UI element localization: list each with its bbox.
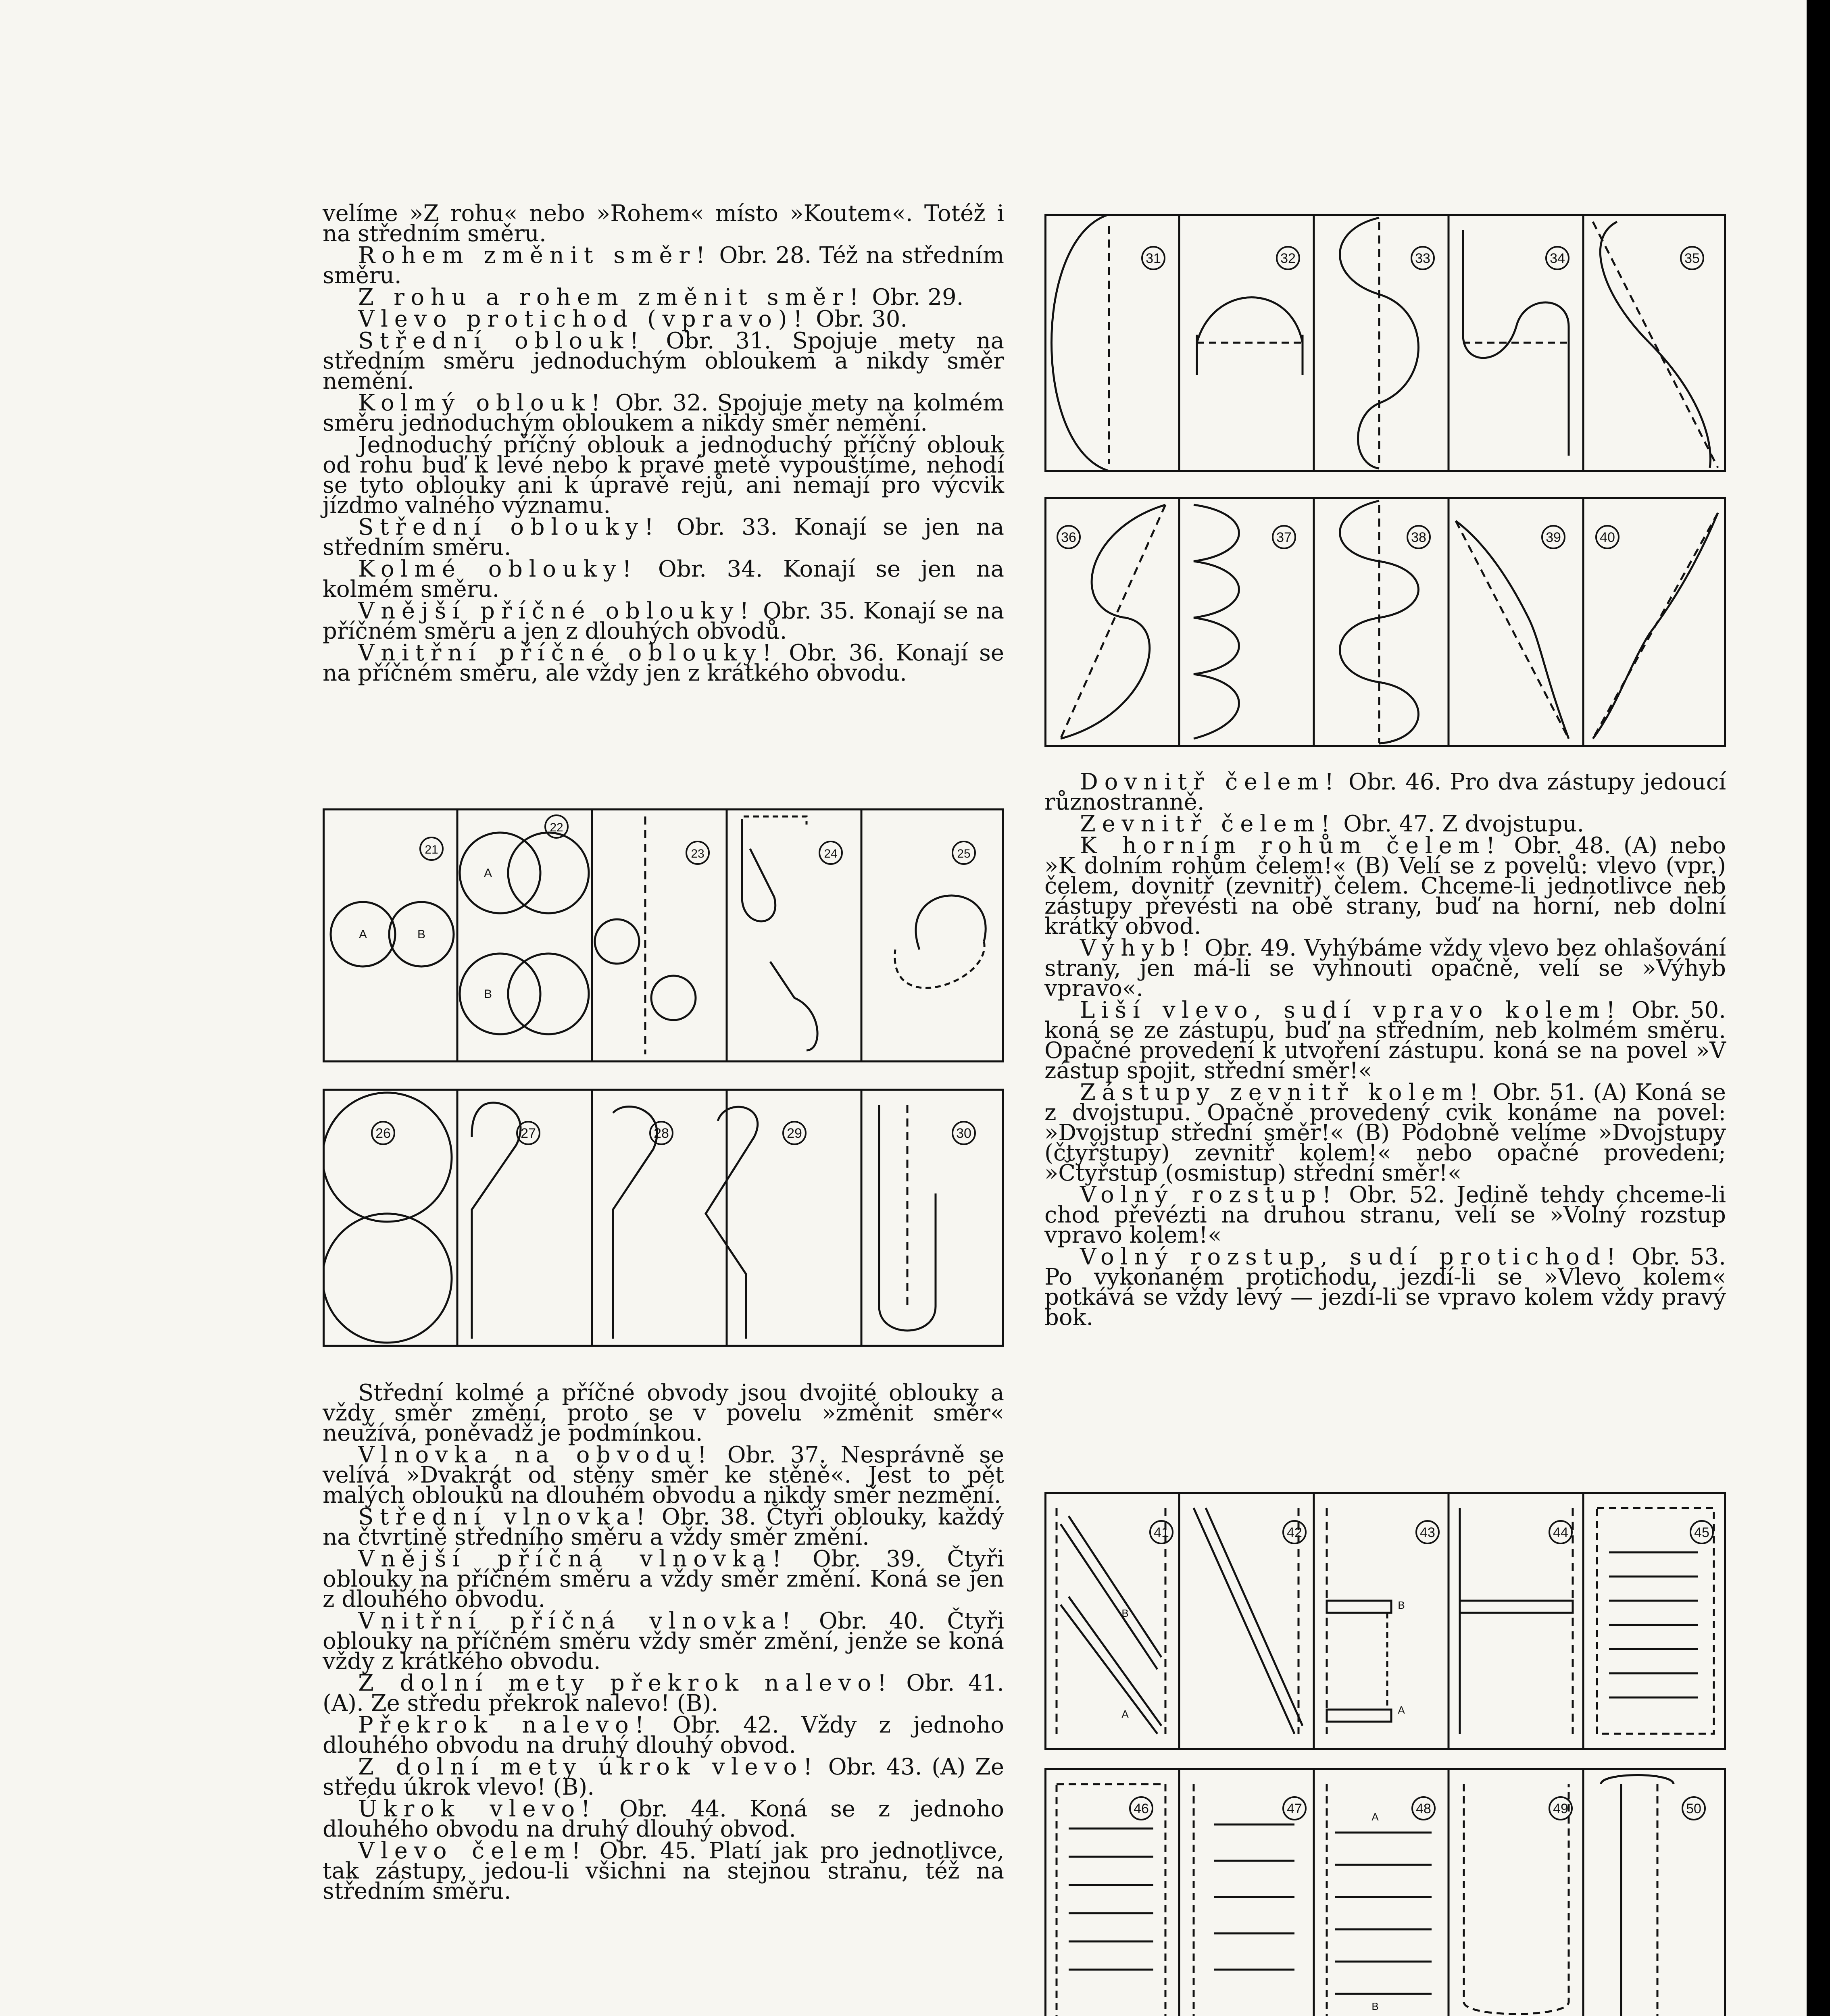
paragraph <box>323 514 1004 560</box>
paragraph-text: Obr. 41. (A). Ze středu překrok nalevo! (B). <box>323 1670 1004 1716</box>
left-column-top-text <box>323 200 1005 686</box>
figure-label: 29 <box>787 1126 802 1141</box>
paragraph <box>323 1838 1004 1904</box>
paragraph <box>323 306 1004 332</box>
figure-label: 38 <box>1411 530 1426 545</box>
figure-letter-a: A <box>484 866 492 880</box>
paragraph-text: Obr. 50. koná se ze zástupu, buď na středním, neb kolmém směru. Opačné provedení k utvoření zástupu. koná se na povel »V zástup spojit, střední směr!« <box>1044 997 1726 1084</box>
paragraph-text: Jednoduchý příčný oblouk a jednoduchý příčný oblouk od rohu buď k levé nebo k pravé metě vypouštíme, nehodí se tyto oblouky ani k úpravě rejů, ani nemají pro výcvik jízdmo valného významu. <box>323 432 1004 519</box>
paragraph <box>323 1504 1004 1550</box>
paragraph-text: Obr. 53. Po vykonaném protichodu, jezdí-li se »Vlevo kolem« potkává se vždy levý — jezdí-li se vpravo kolem vždy pravý bok. <box>1044 1244 1726 1331</box>
figure-row-21-25 <box>323 808 1004 1062</box>
paragraph <box>323 1546 1004 1612</box>
paragraph-text: Obr. 45. Platí jak pro jednotlivce, tak zástupy, jedou-li všichni na stejnou stranu, též na středním směru. <box>323 1838 1004 1904</box>
figure-label: 44 <box>1553 1525 1568 1540</box>
command-term: Vnější příčné oblouky! <box>358 598 755 624</box>
paragraph <box>323 1796 1004 1842</box>
command-term: Vlnovka na obvodu! <box>358 1442 713 1468</box>
figure-letter-b: B <box>1371 2000 1379 2012</box>
command-term: Kolmé oblouky! <box>358 556 638 582</box>
paragraph <box>323 242 1005 289</box>
figure-label: 30 <box>956 1126 971 1141</box>
figure-letter-b: B <box>417 928 426 941</box>
paragraph-text: Obr. 52. Jedině tehdy chceme-li chod převézti na druhou stranu, velí se »Volný rozstup vpravo kolem!« <box>1044 1182 1726 1248</box>
figure-label: 50 <box>1686 1801 1701 1816</box>
command-term: Z dolní mety úkrok vlevo! <box>358 1754 819 1780</box>
figure-letter-b: B <box>1398 1599 1405 1611</box>
paragraph <box>323 200 1004 247</box>
paragraph <box>1044 769 1726 815</box>
figure-label: 21 <box>425 843 438 856</box>
paragraph-text: Obr. 46. Pro dva zástupy jedoucí různostranně. <box>1044 769 1726 815</box>
figure-label: 23 <box>691 847 704 860</box>
command-term: K horním rohům čelem! <box>1080 833 1502 859</box>
command-term: Vnější příčná vlnovka! <box>358 1546 788 1572</box>
paragraph-text: Obr. 29. <box>865 284 964 310</box>
figure-label: 37 <box>1276 530 1292 545</box>
paragraph-text: Obr. 43. (A) Ze středu úkrok vlevo! (B). <box>323 1754 1004 1800</box>
paragraph-text: Obr. 47. Z dvojstupu. <box>1336 811 1584 837</box>
paragraph-text: Obr. 44. Koná se z jednoho dlouhého obvodu na druhý dlouhý obvod. <box>323 1796 1004 1842</box>
figure-row-26-30 <box>323 1089 1004 1347</box>
command-term: Střední vlnovka! <box>358 1504 652 1530</box>
figure-label: 41 <box>1154 1525 1169 1540</box>
figure-label: 48 <box>1416 1801 1431 1816</box>
paragraph <box>323 390 1004 436</box>
figure-row-41-45 <box>1044 1492 1726 1750</box>
figure-letter-b: B <box>484 987 492 1001</box>
paragraph <box>1044 935 1726 1002</box>
figure-row-46-50 <box>1044 1768 1726 2016</box>
figure-label: 36 <box>1061 530 1076 545</box>
figure-label: 35 <box>1684 251 1700 266</box>
paragraph-text: Obr. 31. Spojuje mety na středním směru jednoduchým obloukem a nikdy směr nemění. <box>323 328 1004 394</box>
figure-label: 42 <box>1287 1525 1302 1540</box>
command-term: Z dolní mety překrok nalevo! <box>358 1670 893 1696</box>
paragraph-text: Obr. 36. Konají se na příčném směru, ale vždy jen z krátkého obvodu. <box>323 640 1004 686</box>
paragraph-text: Obr. 34. Konají se jen na kolmém směru. <box>323 556 1004 602</box>
paragraph <box>323 1380 1004 1446</box>
paragraph-text: Obr. 39. Čtyři oblouky na příčném směru a vždy směr změní. Koná se jen z dlouhého obvodu. <box>323 1546 1004 1612</box>
figure-label: 39 <box>1546 530 1561 545</box>
command-term: Liší vlevo, sudí vpravo kolem! <box>1080 997 1622 1023</box>
command-term: Vlevo čelem! <box>358 1838 587 1864</box>
paragraph <box>323 432 1004 519</box>
figure-label: 25 <box>957 847 971 860</box>
figure-label: 46 <box>1134 1801 1149 1816</box>
paragraph-text: Obr. 49. Vyhýbáme vždy vlevo bez ohlašování strany, jen má-li se vyhnouti opačně, velí se »Výhyb vpravo«. <box>1044 935 1726 1002</box>
paragraph-text: Obr. 35. Konají se na příčném směru a jen z dlouhých obvodů. <box>323 598 1005 644</box>
paragraph-text: Obr. 37. Nesprávně se velívá »Dvakrát od stěny směr ke stěně«. Jest to pět malých oblouků na dlouhém obvodu a nikdy směr nezmění. <box>323 1442 1004 1508</box>
command-term: Vnitřní příčná vlnovka! <box>358 1608 797 1634</box>
figure-label: 22 <box>550 821 563 834</box>
paragraph <box>323 328 1004 394</box>
left-column-bottom-text <box>323 1380 1004 1904</box>
command-term: Z rohu a rohem změnit směr! <box>358 284 865 310</box>
paragraph <box>323 1608 1004 1674</box>
figure-label: 45 <box>1694 1525 1709 1540</box>
paragraph <box>323 1442 1004 1508</box>
paragraph <box>323 640 1004 686</box>
paragraph-text: velíme »Z rohu« nebo »Rohem« místo »Koutem«. Totéž i na středním směru. <box>323 200 1004 247</box>
paragraph <box>323 598 1005 644</box>
paragraph-text: Střední kolmé a příčné obvody jsou dvojité oblouky a vždy směr změní, proto se v povelu »změnit směr« neužívá, poněvadž je podmínkou. <box>323 1380 1004 1446</box>
command-term: Rohem změnit směr! <box>358 242 711 269</box>
figure-label: 27 <box>521 1126 536 1141</box>
command-term: Zevnitř čelem! <box>1080 811 1336 837</box>
paragraph <box>323 556 1004 602</box>
command-term: Střední oblouky! <box>358 514 660 540</box>
paragraph-text: Obr. 48. (A) nebo »K dolním rohům čelem!« (B) Velí se z povelů: vlevo (vpr.) čelem, dovnitř (zevnitř) čelem. Chceme-li jednotlivce neb zástupy převésti na obě strany, buď na horní, neb dolní krátký obvod. <box>1044 833 1726 939</box>
figure-letter-a: A <box>1121 1708 1129 1720</box>
figure-label: 34 <box>1550 251 1565 266</box>
command-term: Kolmý oblouk! <box>358 390 607 416</box>
command-term: Vlevo protichod (vpravo)! <box>358 306 809 332</box>
paragraph <box>323 1670 1004 1716</box>
paragraph-text: Obr. 42. Vždy z jednoho dlouhého obvodu na druhý dlouhý obvod. <box>323 1712 1004 1758</box>
figure-label: 28 <box>654 1126 669 1141</box>
paragraph <box>1044 1079 1726 1186</box>
command-term: Volný rozstup! <box>1080 1182 1338 1208</box>
command-term: Překrok nalevo! <box>358 1712 650 1738</box>
command-term: Zástupy zevnitř kolem! <box>1080 1079 1485 1106</box>
paragraph-text: Obr. 40. Čtyři oblouky na příčném směru vždy směr změní, jenže se koná vždy z krátkého obvodu. <box>323 1608 1004 1674</box>
paragraph-text: Obr. 33. Konají se jen na středním směru. <box>323 514 1004 560</box>
figure-label: 40 <box>1600 530 1615 545</box>
figure-label: 33 <box>1415 251 1430 266</box>
paragraph <box>1044 997 1726 1084</box>
figure-label: 26 <box>375 1126 391 1141</box>
command-term: Výhyb! <box>1080 935 1197 961</box>
paragraph-text: Obr. 30. <box>809 306 908 332</box>
paragraph-text: Obr. 28. Též na středním směru. <box>323 242 1005 289</box>
command-term: Střední oblouk! <box>358 328 645 354</box>
paragraph <box>323 1754 1004 1800</box>
command-term: Dovnitř čelem! <box>1080 769 1340 795</box>
paragraph <box>1044 833 1726 939</box>
figure-label: 32 <box>1280 251 1296 266</box>
figure-label: 49 <box>1553 1801 1568 1816</box>
figure-letter-b: B <box>1121 1607 1129 1619</box>
figure-label: 47 <box>1287 1801 1302 1816</box>
paragraph <box>323 1712 1004 1758</box>
figure-letter-a: A <box>358 928 367 941</box>
paragraph <box>1044 1244 1726 1331</box>
figure-letter-a: A <box>1398 1704 1405 1716</box>
paragraph <box>1044 1182 1726 1248</box>
figure-letter-a: A <box>1371 1811 1379 1823</box>
figure-label: 31 <box>1146 251 1161 266</box>
paragraph <box>1044 811 1726 837</box>
command-term: Volný rozstup, sudí protichod! <box>1080 1244 1622 1270</box>
command-term: Vnitřní příčné oblouky! <box>358 640 778 666</box>
right-column-text <box>1044 769 1726 1331</box>
figure-label: 43 <box>1420 1525 1435 1540</box>
paragraph-text: Obr. 32. Spojuje mety na kolmém směru jednoduchým obloukem a nikdy směr nemění. <box>323 390 1004 436</box>
paragraph <box>323 284 1004 310</box>
command-term: Úkrok vlevo! <box>358 1796 597 1822</box>
figure-row-36-40 <box>1044 497 1726 747</box>
paragraph-text: Obr. 38. Čtyři oblouky, každý na čtvrtině středního směru a vždy směr změní. <box>323 1504 1004 1550</box>
figure-row-31-35 <box>1044 214 1726 472</box>
figure-label: 24 <box>824 847 838 860</box>
paragraph-text: Obr. 51. (A) Koná se z dvojstupu. Opačně provedený cvik konáme na povel: »Dvojstup střední směr!« (B) Podobně velíme »Dvojstupy (čtyřstupy) zevnitř kolem!« nebo opačné provedení; »Čtyřstup (osmistup) střední směr!« <box>1044 1079 1726 1186</box>
